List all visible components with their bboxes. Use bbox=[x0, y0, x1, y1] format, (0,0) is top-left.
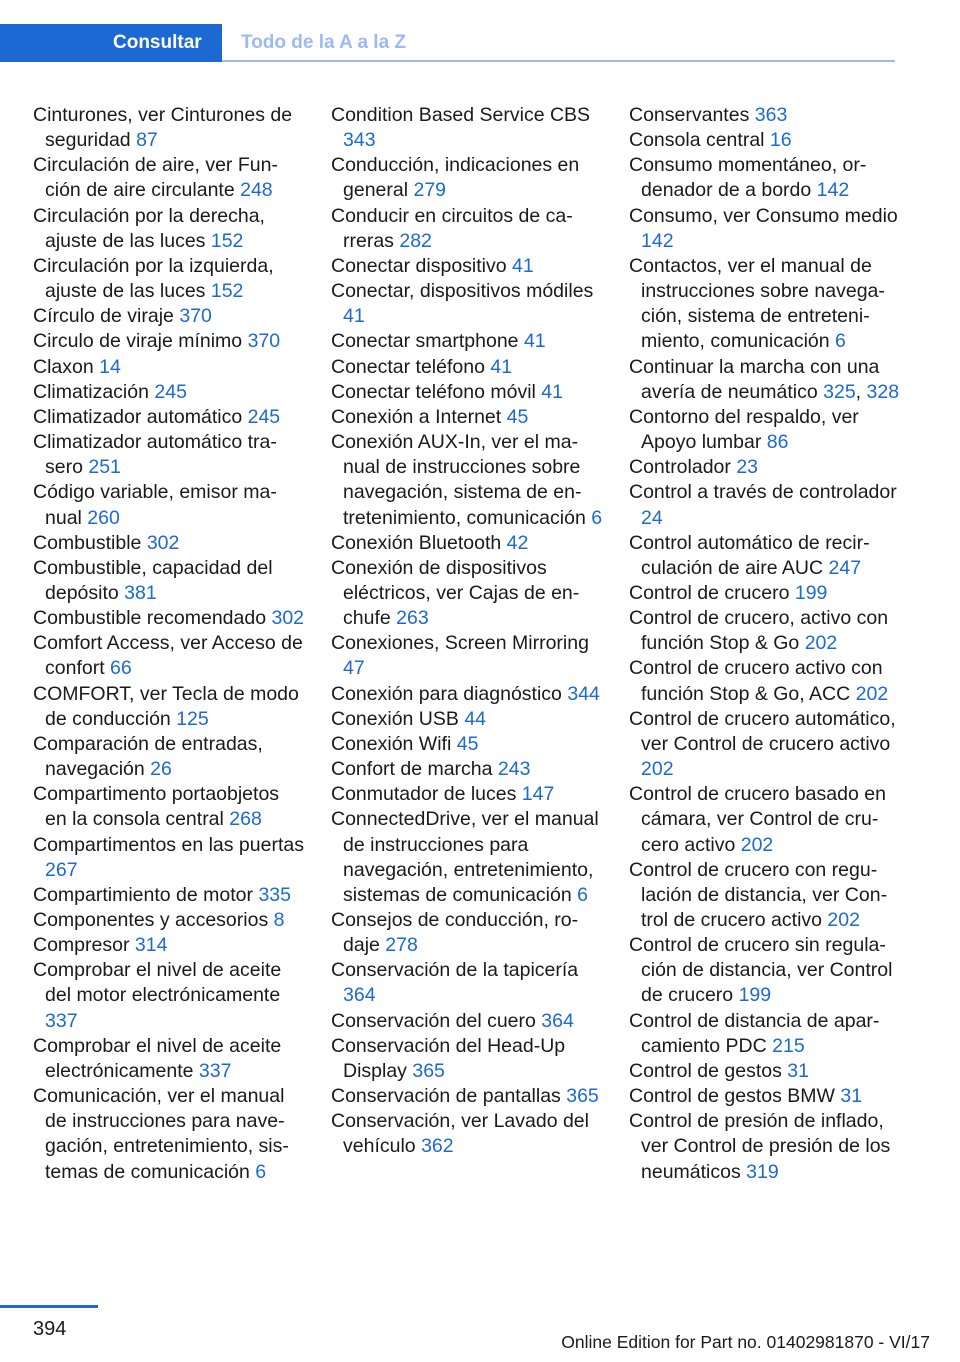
page-reference-link[interactable]: 23 bbox=[736, 456, 759, 479]
tab-todo-de-la-a-a-la-z[interactable]: Todo de la A a la Z bbox=[241, 32, 407, 53]
index-entry-term: Consumo momentáneo, ordenador de a bordo bbox=[629, 154, 867, 202]
index-entry-term: Conducción, indicaciones en general bbox=[331, 154, 580, 202]
index-entry-term: Circulo de viraje mínimo bbox=[33, 330, 243, 353]
index-entry-term: COMFORT, ver Tecla de modo de conducción bbox=[33, 682, 299, 730]
index-entry-term: Control de crucero bbox=[629, 581, 790, 604]
page-reference-link[interactable]: 302 bbox=[146, 531, 180, 554]
edition-note: Online Edition for Part no. 01402981870 - VI/17 bbox=[561, 1332, 930, 1352]
index-entry-term: Consola central bbox=[629, 129, 765, 152]
page-reference-link[interactable]: 26 bbox=[150, 758, 172, 781]
index-entry bbox=[331, 682, 603, 707]
page-reference-link[interactable]: 328 bbox=[866, 380, 900, 403]
index-entry-term: Control de crucero basado en cámara, ver Control de crucero activo bbox=[629, 783, 886, 856]
page-reference-link[interactable]: 66 bbox=[110, 657, 132, 680]
index-entry-term: Consejos de conducción, rodaje bbox=[331, 909, 579, 957]
index-entry bbox=[331, 380, 603, 405]
page-reference-link[interactable]: 365 bbox=[412, 1059, 445, 1082]
index-entry bbox=[33, 480, 305, 530]
index-entry-term: Conexión de dispositivos eléctricos, ver Cajas de enchufe bbox=[331, 556, 580, 630]
index-entry bbox=[629, 581, 901, 606]
page-reference-link[interactable]: 6 bbox=[835, 330, 846, 353]
index-entry-term: Climatizador automático trasero bbox=[33, 431, 277, 479]
index-entry-term: Conectar teléfono bbox=[331, 355, 485, 378]
page-reference-link[interactable]: 41 bbox=[343, 305, 365, 328]
index-entry bbox=[629, 707, 901, 782]
index-entry bbox=[629, 656, 901, 706]
index-entry bbox=[33, 682, 305, 732]
index-entry-term: Conservación de pantallas bbox=[331, 1085, 561, 1108]
page-reference-link[interactable]: 31 bbox=[787, 1059, 809, 1082]
index-entry bbox=[331, 958, 603, 1008]
page-reference-link[interactable]: 6 bbox=[577, 883, 588, 906]
index-entry bbox=[33, 380, 305, 405]
index-entry bbox=[629, 1059, 901, 1084]
index-entry-term: Control de crucero con regulación de distancia, ver Control de crucero activo bbox=[629, 858, 888, 931]
page-reference-link[interactable]: 202 bbox=[641, 758, 674, 781]
index-entry bbox=[331, 355, 603, 380]
page-reference-link[interactable]: 202 bbox=[855, 682, 889, 705]
page-reference-link[interactable]: 147 bbox=[521, 783, 555, 806]
index-entry bbox=[629, 204, 901, 254]
page-reference-link[interactable]: 142 bbox=[816, 179, 850, 202]
index-entry-term: Comfort Access, ver Acceso de confort bbox=[33, 632, 303, 680]
index-entry-term: Conservación de la tapicería bbox=[331, 959, 579, 982]
page-header bbox=[0, 0, 960, 64]
header-divider bbox=[222, 60, 895, 62]
page-reference-link[interactable]: 364 bbox=[343, 984, 376, 1007]
index-entry bbox=[331, 1034, 603, 1084]
index-entry-term: Conexión a Internet bbox=[331, 405, 502, 428]
index-entry-term: Control de gestos bbox=[629, 1059, 782, 1082]
index-entry-term: Compartimentos en las puertas bbox=[33, 833, 304, 856]
index-entry-term: Contorno del respaldo, ver Apoyo lumbar bbox=[629, 405, 859, 454]
index-entry-term: Confort de marcha bbox=[331, 758, 493, 781]
page-reference-link[interactable]: 337 bbox=[45, 1009, 78, 1032]
page-number: 394 bbox=[33, 1318, 67, 1340]
page-reference-link[interactable]: 202 bbox=[804, 632, 838, 655]
page-reference-link[interactable]: 14 bbox=[99, 355, 121, 378]
page-reference-link[interactable]: 215 bbox=[772, 1034, 805, 1057]
index-entry bbox=[331, 757, 603, 782]
index-entry-term: Control de crucero, activo con función Stop & Go bbox=[629, 607, 889, 655]
page-reference-link[interactable]: 44 bbox=[464, 707, 487, 730]
page-reference-link[interactable]: 202 bbox=[827, 909, 860, 931]
index-entry-term: Control de presión de inflado, ver Control de presión de los neumáticos bbox=[629, 1110, 891, 1183]
index-entry bbox=[331, 556, 603, 631]
page-reference-link[interactable]: 335 bbox=[258, 883, 291, 906]
footer-divider bbox=[0, 1305, 98, 1308]
index-entry bbox=[629, 254, 901, 355]
page-reference-link[interactable]: 381 bbox=[124, 581, 157, 604]
index-entry-term: Conectar smartphone bbox=[331, 330, 519, 353]
index-entry bbox=[629, 782, 901, 857]
index-entry bbox=[33, 153, 305, 203]
index-entry bbox=[33, 883, 305, 908]
index-entry-term: Conexión USB bbox=[331, 707, 459, 730]
index-entry bbox=[331, 103, 603, 153]
index-entry bbox=[629, 405, 901, 455]
index-entry bbox=[629, 1084, 901, 1109]
index-entry-term: Comunicación, ver el manual de instrucciones para navegación, entretenimiento, sistemas de comunicación bbox=[33, 1085, 289, 1183]
index-entry-term: Combustible bbox=[33, 531, 142, 554]
index-entry-term: Control de gestos BMW bbox=[629, 1085, 835, 1108]
index-entry bbox=[629, 103, 901, 128]
page-reference-link[interactable]: 325 bbox=[823, 380, 856, 403]
page-reference-link[interactable]: 41 bbox=[523, 330, 546, 353]
page-reference-link[interactable]: 45 bbox=[506, 405, 529, 428]
page-reference-link[interactable]: 202 bbox=[740, 833, 774, 856]
page-reference-link[interactable]: 243 bbox=[497, 758, 531, 781]
index-entry bbox=[33, 204, 305, 254]
index-entry bbox=[331, 807, 603, 908]
page-reference-link[interactable]: 343 bbox=[343, 129, 376, 152]
page-reference-link[interactable]: 8 bbox=[273, 909, 285, 931]
index-entry-term: Comprobar el nivel de aceite del motor electrónicamente bbox=[33, 959, 282, 1007]
index-entry bbox=[629, 455, 901, 480]
index-entry bbox=[331, 1009, 603, 1034]
index-entry-term: Circulación de aire, ver Función de aire circulante bbox=[33, 154, 278, 202]
index-entry bbox=[33, 329, 305, 354]
page-reference-link[interactable]: 86 bbox=[766, 431, 789, 454]
page-reference-link[interactable]: 24 bbox=[641, 506, 663, 529]
index-entry bbox=[331, 908, 603, 958]
index-entry bbox=[331, 707, 603, 732]
index-entry-term: Cinturones, ver Cinturones de seguridad bbox=[33, 104, 293, 152]
page-reference-link[interactable]: 370 bbox=[179, 305, 212, 328]
page-reference-link[interactable]: 6 bbox=[255, 1160, 267, 1183]
index-entry-term: Climatizador automático bbox=[33, 405, 243, 428]
page-reference-link[interactable]: 152 bbox=[210, 229, 244, 252]
page-reference-link[interactable]: 344 bbox=[567, 682, 600, 705]
page-reference-link[interactable]: 142 bbox=[641, 229, 674, 252]
page-reference-link[interactable]: 245 bbox=[154, 380, 187, 403]
index-entry-term: Conservación, ver Lavado del vehículo bbox=[331, 1110, 589, 1158]
page-reference-link[interactable]: 199 bbox=[794, 581, 828, 604]
page-reference-link[interactable]: 364 bbox=[541, 1009, 574, 1032]
index-entry bbox=[629, 128, 901, 153]
page-reference-link[interactable]: 87 bbox=[136, 129, 158, 152]
index-entry bbox=[33, 1084, 305, 1185]
index-entry bbox=[33, 1034, 305, 1084]
page-reference-link[interactable]: 41 bbox=[490, 355, 513, 378]
index-entry bbox=[33, 606, 305, 631]
index-entry-term: Combustible recomendado bbox=[33, 607, 267, 630]
index-entry bbox=[331, 329, 603, 354]
page-reference-link[interactable]: 248 bbox=[240, 179, 273, 202]
page-reference-link[interactable]: 302 bbox=[271, 607, 305, 630]
page-reference-link[interactable]: 363 bbox=[754, 104, 788, 126]
page-reference-link[interactable]: 125 bbox=[176, 707, 209, 730]
index-entry bbox=[33, 405, 305, 430]
page-reference-link[interactable]: 260 bbox=[87, 506, 120, 529]
page-reference-link[interactable]: 251 bbox=[88, 456, 121, 479]
page-reference-link[interactable]: 267 bbox=[45, 858, 78, 881]
index-entry-term: Continuar la marcha con una avería de neumático bbox=[629, 355, 880, 403]
index-entry-term: Compartimiento de motor bbox=[33, 883, 254, 906]
index-entry-term: Circulación por la derecha, ajuste de las luces bbox=[33, 204, 265, 252]
index-entry-term: Conexión Wifi bbox=[331, 732, 452, 755]
index-entry bbox=[331, 631, 603, 681]
index-entry bbox=[33, 908, 305, 933]
tab-consultar[interactable]: Consultar bbox=[0, 24, 222, 62]
page-reference-link[interactable]: 31 bbox=[840, 1085, 863, 1108]
index-entry bbox=[331, 1084, 603, 1109]
page-reference-link[interactable]: 47 bbox=[343, 657, 365, 680]
page-reference-link[interactable]: 362 bbox=[421, 1135, 454, 1158]
index-entry-term: Conexiones, Screen Mirroring bbox=[331, 632, 589, 655]
page-reference-link[interactable]: 282 bbox=[399, 229, 432, 252]
page-reference-link[interactable]: 314 bbox=[134, 934, 168, 957]
index-entry bbox=[33, 782, 305, 832]
index-entry-term: Conexión para diagnóstico bbox=[331, 682, 562, 705]
index-entry bbox=[33, 103, 305, 153]
index-entry-term: Conservantes bbox=[629, 104, 750, 126]
index-entry bbox=[331, 782, 603, 807]
index-entry-term: Control de crucero automático, ver Control de crucero activo bbox=[629, 707, 896, 755]
page-reference-link[interactable]: 42 bbox=[506, 531, 529, 554]
page-reference-link[interactable]: 319 bbox=[746, 1160, 779, 1183]
page-reference-link[interactable]: 370 bbox=[247, 330, 281, 353]
index-entry-term: Conectar, dispositivos módiles bbox=[331, 280, 594, 303]
index-entry bbox=[33, 933, 305, 958]
index-entry bbox=[629, 606, 901, 656]
index-entry-term: Conservación del Head-Up Display bbox=[331, 1034, 566, 1082]
index-entry-term: Conectar dispositivo bbox=[331, 254, 507, 277]
index-entry-term: Componentes y accesorios bbox=[33, 909, 269, 931]
page-reference-link[interactable]: 263 bbox=[396, 607, 429, 630]
index-entry bbox=[33, 631, 305, 681]
index-entry-term: Conducir en circuitos de carreras bbox=[331, 204, 573, 252]
page-reference-link[interactable]: 41 bbox=[512, 254, 534, 277]
index-entry-term: Conmutador de luces bbox=[331, 783, 517, 806]
index-entry bbox=[33, 430, 305, 480]
index-entry bbox=[629, 153, 901, 203]
page-reference-link[interactable]: 152 bbox=[210, 280, 244, 303]
page-reference-link[interactable]: 16 bbox=[769, 129, 792, 152]
index-entry bbox=[331, 254, 603, 279]
page-reference-link[interactable]: 279 bbox=[413, 179, 447, 202]
index-entry bbox=[331, 430, 603, 531]
index-column-3 bbox=[629, 103, 901, 1185]
index-entry-term: Conectar teléfono móvil bbox=[331, 380, 536, 403]
index-entry bbox=[33, 833, 305, 883]
index-entry bbox=[629, 1009, 901, 1059]
index-entry-term: Control de distancia de aparcamiento PDC bbox=[629, 1009, 880, 1057]
index-entry bbox=[331, 405, 603, 430]
index-entry-term: Conexión AUX-In, ver el manual de instrucciones sobre navegación, sistema de entretenimiento, comunicación bbox=[331, 431, 586, 529]
index-entry-term: Código variable, emisor manual bbox=[33, 481, 277, 529]
index-entry: Continuar la marcha con una avería de neumático 325, 328 bbox=[629, 355, 900, 403]
index-entry bbox=[33, 531, 305, 556]
index-entry-term: Contactos, ver el manual de instrucciones sobre navegación, sistema de entretenimiento, comunicación bbox=[629, 254, 885, 353]
index-entry bbox=[331, 732, 603, 757]
index-entry-term: Comparación de entradas, navegación bbox=[33, 732, 263, 781]
index-entry bbox=[629, 480, 901, 530]
index-entry bbox=[33, 254, 305, 304]
page-reference-link[interactable]: 278 bbox=[385, 934, 418, 957]
index-entry-term: Condition Based Service CBS bbox=[331, 104, 591, 126]
index-entry bbox=[33, 732, 305, 782]
index-entry bbox=[33, 304, 305, 329]
index-column-1 bbox=[33, 103, 305, 1185]
index-entry-term: Combustible, capacidad del depósito bbox=[33, 556, 273, 604]
page-reference-link[interactable]: 41 bbox=[541, 380, 563, 403]
page-reference-link[interactable]: 199 bbox=[738, 984, 772, 1007]
index-entry bbox=[331, 279, 603, 329]
index-entry-term: Climatización bbox=[33, 380, 149, 403]
index-entry bbox=[629, 531, 901, 581]
page-reference-link[interactable]: 337 bbox=[198, 1059, 232, 1082]
index-entry-term: Compresor bbox=[33, 934, 130, 957]
index-entry-term: Consumo, ver Consumo medio bbox=[629, 204, 898, 227]
index-entry-term: Conservación del cuero bbox=[331, 1009, 536, 1032]
index-entry-term: Control a través de controlador bbox=[629, 481, 897, 504]
index-entry-term: Círculo de viraje bbox=[33, 305, 174, 328]
index-entry bbox=[331, 531, 603, 556]
index-entry-term: Conexión Bluetooth bbox=[331, 531, 502, 554]
index-entry-term: Control de crucero sin regulación de distancia, ver Control de crucero bbox=[629, 934, 893, 1007]
index-entry bbox=[629, 858, 901, 933]
index-entry bbox=[331, 204, 603, 254]
index-entry bbox=[331, 153, 603, 203]
index-entry-term: Compartimento portaobjetos en la consola central bbox=[33, 783, 280, 831]
page-reference-link[interactable]: 45 bbox=[456, 732, 479, 755]
index-entry bbox=[629, 1109, 901, 1184]
index-entry-term: Controlador bbox=[629, 456, 731, 479]
page-reference-link[interactable]: 247 bbox=[828, 556, 862, 579]
index-entry bbox=[331, 1109, 603, 1159]
page-reference-link[interactable]: 6 bbox=[591, 506, 603, 529]
index-entry bbox=[33, 958, 305, 1033]
page-reference-link[interactable]: 365 bbox=[566, 1085, 599, 1108]
page-reference-link[interactable]: 245 bbox=[247, 405, 281, 428]
index-column-2 bbox=[331, 103, 603, 1160]
index-entry-term: Control automático de recirculación de aire AUC bbox=[629, 531, 870, 579]
index-entry bbox=[629, 933, 901, 1008]
index-entry-term: Control de crucero activo con función Stop & Go, ACC bbox=[629, 657, 883, 705]
index-entry-term: ConnectedDrive, ver el manual de instrucciones para navegación, entretenimiento, sistemas de comunicación bbox=[331, 808, 599, 906]
page-reference-link[interactable]: 268 bbox=[229, 808, 262, 831]
index-entry bbox=[33, 556, 305, 606]
index-entry bbox=[33, 355, 305, 380]
index-entry-term: Claxon bbox=[33, 355, 94, 378]
index-entry-term: Comprobar el nivel de aceite electrónicamente bbox=[33, 1034, 282, 1082]
index-entry-term: Circulación por la izquierda, ajuste de las luces bbox=[33, 254, 274, 303]
